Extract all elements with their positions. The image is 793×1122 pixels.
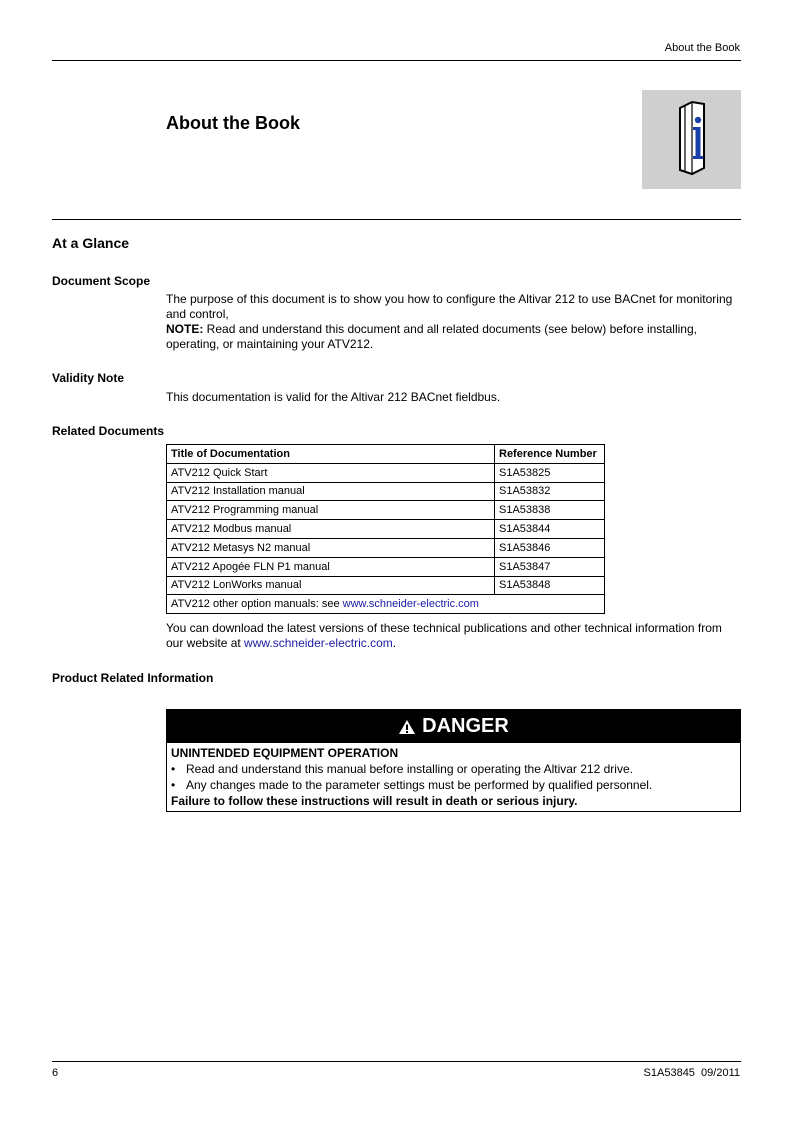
column-header-title: Title of Documentation [167, 445, 495, 464]
danger-failure-text: Failure to follow these instructions will result in death or serious injury. [171, 794, 578, 808]
document-scope-text [166, 292, 741, 352]
danger-label: DANGER [422, 715, 509, 737]
doc-title: ATV212 Apogée FLN P1 manual [167, 557, 495, 576]
download-text [166, 621, 741, 651]
column-header-reference: Reference Number [495, 445, 605, 464]
warning-triangle-icon [398, 719, 416, 735]
danger-box [166, 709, 741, 812]
danger-bullet [171, 761, 736, 777]
table-row [167, 482, 605, 501]
document-scope-heading: Document Scope [52, 274, 151, 288]
doc-ref: S1A53847 [495, 557, 605, 576]
section-title: At a Glance [52, 235, 130, 251]
danger-banner [167, 710, 740, 743]
running-header: About the Book [664, 42, 740, 54]
doc-title: ATV212 LonWorks manual [167, 576, 495, 595]
doc-reference: S1A53845 09/2011 [643, 1067, 740, 1079]
doc-ref: S1A53846 [495, 538, 605, 557]
danger-title: UNINTENDED EQUIPMENT OPERATION [171, 746, 399, 760]
table-row [167, 520, 605, 539]
table-row [167, 538, 605, 557]
table-header-row [167, 445, 605, 464]
danger-bullet-text: Any changes made to the parameter settings must be performed by qualified personnel. [186, 778, 653, 792]
download-sentence: You can download the latest versions of these technical publications and other technical information from our website at [166, 621, 722, 650]
danger-bullet [171, 777, 736, 793]
doc-title: ATV212 Installation manual [167, 482, 495, 501]
danger-bullet-text: Read and understand this manual before installing or operating the Altivar 212 drive. [186, 762, 633, 776]
other-manuals-text: ATV212 other option manuals: see [171, 598, 343, 611]
download-period: . [392, 636, 397, 650]
doc-ref: S1A53825 [495, 463, 605, 482]
product-info-heading: Product Related Information [52, 671, 214, 685]
website-link[interactable]: www.schneider-electric.com [244, 636, 393, 650]
table-row [167, 463, 605, 482]
table-row [167, 557, 605, 576]
header-rule [52, 60, 741, 61]
table-row [167, 501, 605, 520]
validity-note-text: This documentation is valid for the Altivar 212 BACnet fieldbus. [166, 390, 501, 404]
doc-title: ATV212 Modbus manual [167, 520, 495, 539]
related-documents-table [166, 444, 605, 614]
note-label: NOTE: [166, 322, 204, 336]
doc-ref: S1A53832 [495, 482, 605, 501]
other-manuals-cell [167, 595, 605, 614]
doc-ref: S1A53848 [495, 576, 605, 595]
info-book-icon [642, 90, 741, 189]
page-title: About the Book [166, 113, 300, 133]
bullet-mark: • [171, 778, 176, 792]
note-text: Read and understand this document and all related documents (see below) before installing, operating, or maintaining your ATV212. [166, 322, 697, 351]
footer-rule [52, 1061, 741, 1062]
related-documents-heading: Related Documents [52, 424, 165, 438]
doc-title: ATV212 Programming manual [167, 501, 495, 520]
doc-ref: S1A53844 [495, 520, 605, 539]
scope-purpose: The purpose of this document is to show you how to configure the Altivar 212 to use BACnet for monitoring and control, [166, 292, 733, 321]
doc-title: ATV212 Quick Start [167, 463, 495, 482]
doc-title: ATV212 Metasys N2 manual [167, 538, 495, 557]
danger-content [167, 743, 740, 811]
title-rule [52, 219, 741, 220]
schneider-link[interactable]: www.schneider-electric.com [342, 598, 479, 611]
validity-note-heading: Validity Note [52, 371, 125, 385]
bullet-mark: • [171, 762, 176, 776]
doc-ref: S1A53838 [495, 501, 605, 520]
page-number: 6 [52, 1067, 59, 1079]
table-row-other [167, 595, 605, 614]
table-row [167, 576, 605, 595]
